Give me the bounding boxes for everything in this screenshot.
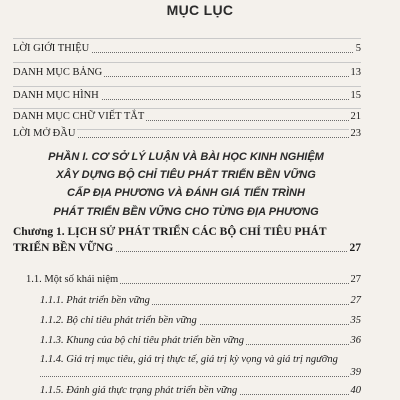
toc-entry-subsection [40, 294, 361, 308]
entry-label: DANH MỤC HÌNH [13, 90, 99, 101]
entry-page: 23 [350, 128, 361, 139]
entry-label: 1.1.5. Đánh giá thực trạng phát triển bền vững [40, 385, 238, 396]
entry-label: 1.1. Một số khái niệm [26, 274, 119, 285]
entry-page: 27 [350, 274, 361, 285]
toc-entry-subsection [40, 334, 361, 348]
toc-entry-preface [13, 127, 361, 141]
part-heading-line: PHÁT TRIỂN BỀN VỮNG CHO TỪNG ĐỊA PHƯƠNG [53, 206, 319, 218]
entry-page: 35 [350, 315, 361, 326]
entry-label: 1.1.3. Khung của bộ chỉ tiêu phát triển bền vững [40, 335, 245, 346]
entry-page: 40 [350, 385, 361, 396]
entry-label: 1.1.2. Bộ chỉ tiêu phát triển bền vững [40, 315, 197, 326]
divider [13, 62, 361, 63]
entry-page: 5 [355, 43, 361, 54]
divider [13, 38, 361, 39]
chapter-title-line2: TRIỂN BỀN VỮNG [13, 242, 114, 254]
entry-page: 27 [349, 242, 361, 254]
part-heading-line: CẤP ĐỊA PHƯƠNG VÀ ĐÁNH GIÁ TIẾN TRÌNH [67, 187, 305, 199]
entry-label: 1.1.1. Phát triển bền vững [40, 295, 150, 306]
entry-label: LỜI MỞ ĐẦU [13, 128, 76, 139]
divider [13, 108, 361, 109]
entry-label: DANH MỤC CHỮ VIẾT TẮT [13, 111, 145, 122]
toc-entry-subsection [40, 314, 361, 328]
leader-dots [40, 376, 361, 377]
toc-entry-subsection [40, 384, 361, 398]
entry-label: LỜI GIỚI THIỆU [13, 43, 90, 54]
toc-entry-tables [13, 66, 361, 80]
toc-entry-intro [13, 42, 361, 56]
toc-entry-figures [13, 89, 361, 103]
part-heading-line: PHẦN I. CƠ SỞ LÝ LUẬN VÀ BÀI HỌC KINH NGHIỆM [48, 151, 324, 163]
toc-entry-abbreviations [13, 110, 361, 124]
divider [13, 86, 361, 87]
subsection-label-long: 1.1.4. Giá trị mục tiêu, giá trị thực tế, giá trị kỳ vọng và giá trị ngưỡng [40, 354, 338, 365]
toc-entry-subsection [40, 366, 361, 380]
entry-label: DANH MỤC BẢNG [13, 67, 103, 78]
page-title: MỤC LỤC [166, 2, 234, 18]
entry-page: 39 [350, 367, 361, 378]
entry-page: 13 [350, 67, 361, 78]
toc-entry-section-1-1 [26, 273, 361, 287]
entry-page: 27 [350, 295, 361, 306]
entry-page: 15 [350, 90, 361, 101]
entry-page: 36 [350, 335, 361, 346]
toc-entry-chapter-1 [13, 241, 361, 255]
part-heading-line: XÂY DỰNG BỘ CHỈ TIÊU PHÁT TRIỂN BỀN VỮNG [56, 169, 316, 181]
entry-page: 21 [350, 111, 361, 122]
chapter-title-line1: Chương 1. LỊCH SỬ PHÁT TRIỂN CÁC BỘ CHỈ TIÊU PHÁT [13, 226, 327, 238]
